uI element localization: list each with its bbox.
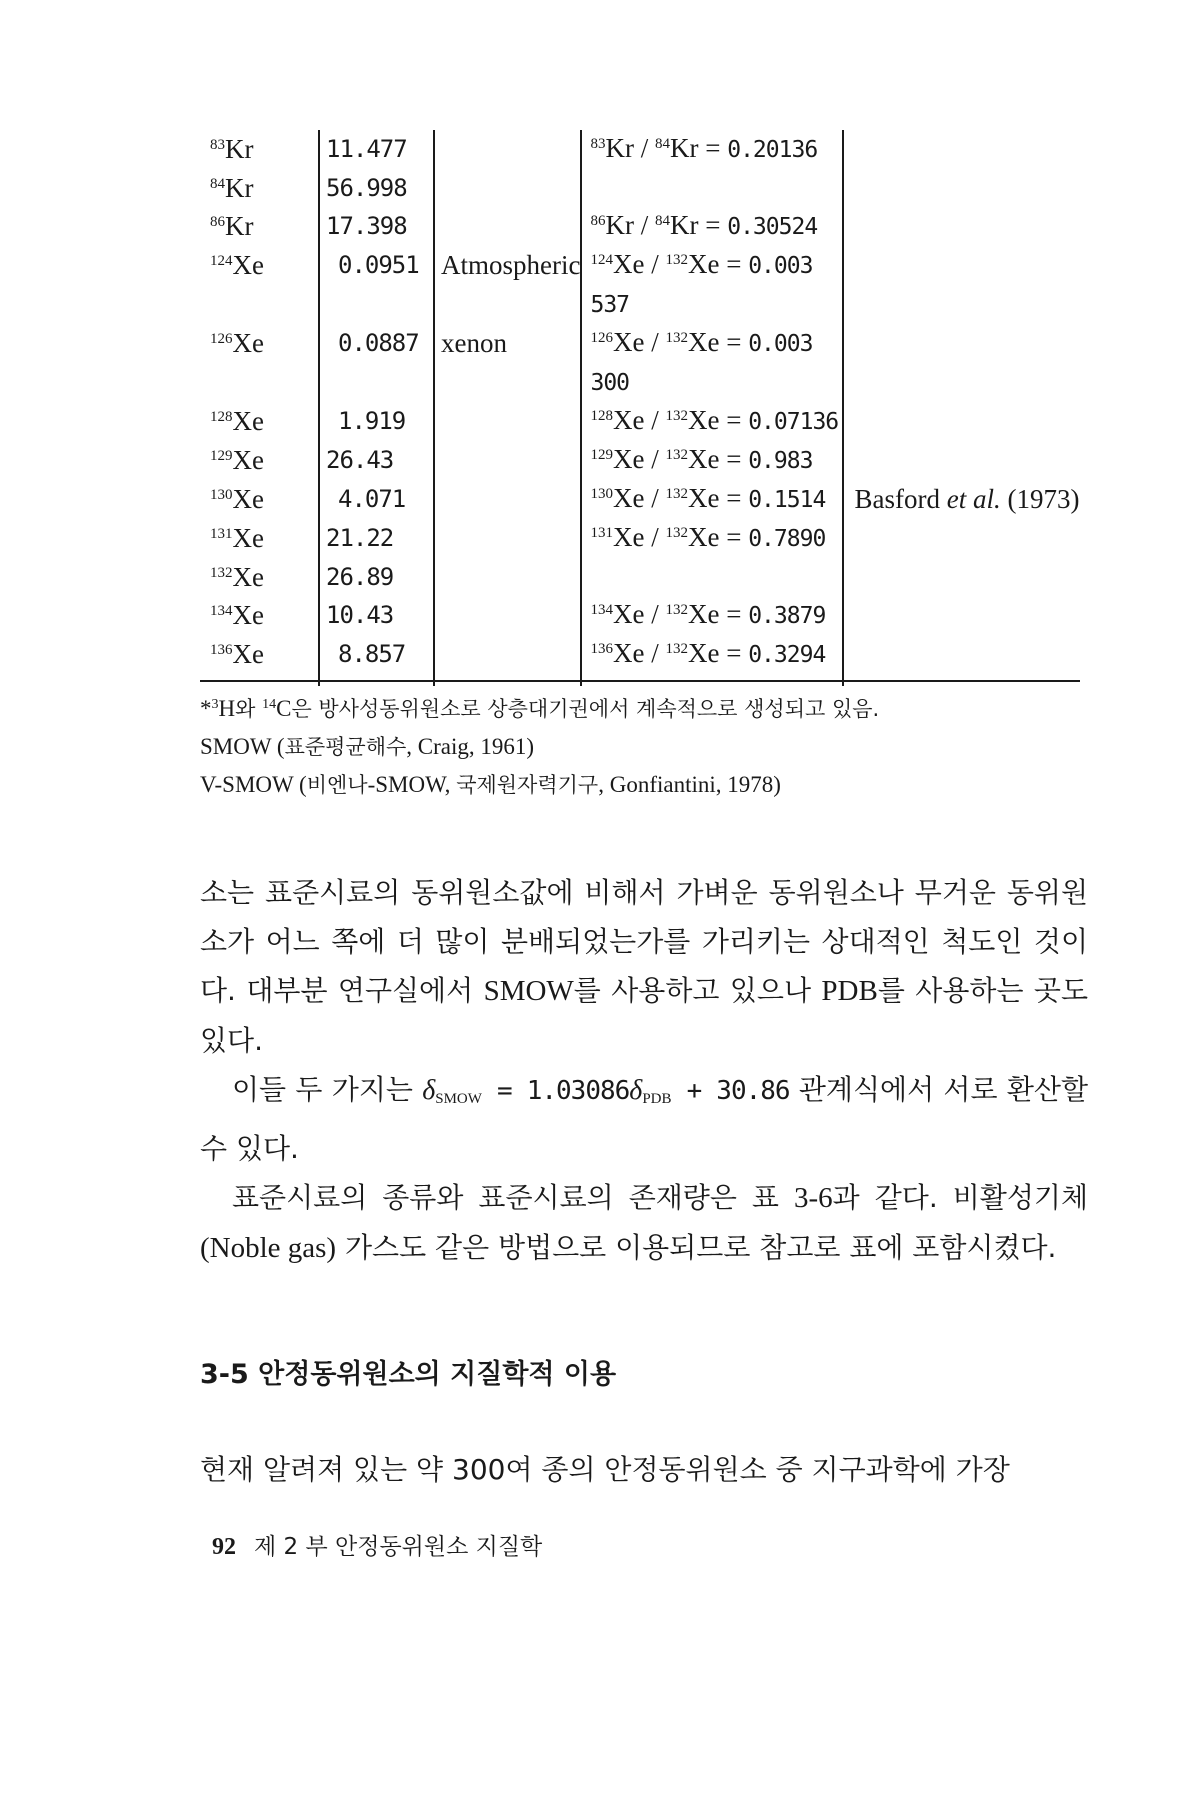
table-row — [200, 363, 1104, 402]
isotope-cell: $^{128}$Xe — [210, 406, 264, 436]
page-footer — [212, 1528, 542, 1561]
standard-cell — [434, 519, 581, 558]
isotope-cell: $^{136}$Xe — [210, 639, 264, 669]
footnote-vsmow: V-SMOW (비엔나-SMOW, 국제원자력기구, Gonfiantini, 1978) — [200, 772, 781, 797]
abundance-cell: 0.0887 — [319, 324, 434, 363]
table-row — [200, 207, 1104, 246]
abundance-cell — [319, 285, 434, 324]
paragraph-3: 표준시료의 종류와 표준시료의 존재량은 표 3-6과 같다. 비활성기체(Noble gas) 가스도 같은 방법으로 이용되므로 참고로 표에 포함시켰다. — [200, 1181, 1088, 1264]
ratio-cell — [581, 558, 843, 596]
standard-cell — [434, 596, 581, 635]
reference-cell: Basford et al. (1973) — [854, 484, 1080, 514]
abundance-cell: 17.398 — [319, 207, 434, 246]
standard-cell — [434, 207, 581, 246]
isotope-cell: $^{134}$Xe — [210, 600, 264, 630]
standard-cell — [434, 363, 581, 402]
abundance-cell: 26.89 — [319, 558, 434, 596]
abundance-cell: 8.857 — [319, 635, 434, 686]
standard-cell: xenon — [434, 324, 581, 363]
table-row — [200, 519, 1104, 558]
footnote-radioactive: *$^3$H와 $^{14}$C은 방사성동위원소로 상층대기권에서 계속적으로 생성되고 있음. — [200, 696, 880, 721]
ratio-cell: $^{83}$Kr / $^{84}$Kr = 0.20136 — [581, 130, 843, 169]
reference-cell — [843, 441, 1104, 480]
reference-cell — [843, 130, 1104, 169]
isotope-cell: $^{129}$Xe — [210, 445, 264, 475]
body-text — [200, 868, 1088, 1273]
paragraph-1: 소는 표준시료의 동위원소값에 비해서 가벼운 동위원소나 무거운 동위원소가 어느 쪽에 더 많이 분배되었는가를 가리키는 상대적인 척도인 것이다. 대부분 연구실에서 SMOW를 사용하고 있으나 PDB를 사용하는 곳도 있다. — [200, 876, 1088, 1057]
reference-cell — [843, 246, 1104, 285]
abundance-cell: 0.0951 — [319, 246, 434, 285]
table-row — [200, 558, 1104, 596]
isotope-cell — [200, 363, 319, 402]
isotope-cell: $^{130}$Xe — [210, 484, 264, 514]
abundance-cell: 10.43 — [319, 596, 434, 635]
standard-cell — [434, 635, 581, 686]
isotope-cell: $^{83}$Kr — [210, 134, 254, 164]
table-row — [200, 324, 1104, 363]
section-heading: 3-5 안정동위원소의 지질학적 이용 — [200, 1359, 617, 1390]
ratio-cell: $^{86}$Kr / $^{84}$Kr = 0.30524 — [581, 207, 843, 246]
ratio-cell: 300 — [581, 363, 843, 402]
page-number: 92 — [212, 1534, 236, 1560]
isotope-table — [200, 130, 1104, 686]
abundance-cell: 26.43 — [319, 441, 434, 480]
reference-cell — [843, 558, 1104, 596]
isotope-cell: $^{84}$Kr — [210, 172, 254, 203]
table-row — [200, 285, 1104, 324]
ratio-cell: $^{134}$Xe / $^{132}$Xe = 0.3879 — [581, 596, 843, 635]
reference-cell — [843, 402, 1104, 441]
isotope-cell: $^{124}$Xe — [210, 250, 264, 280]
ratio-cell: $^{129}$Xe / $^{132}$Xe = 0.983 — [581, 441, 843, 480]
part-title: 제 2 부 안정동위원소 지질학 — [254, 1534, 543, 1560]
table-row — [200, 596, 1104, 635]
standard-cell — [434, 480, 581, 519]
table-row — [200, 130, 1104, 169]
reference-cell — [843, 324, 1104, 363]
table-row — [200, 402, 1104, 441]
ratio-cell — [581, 169, 843, 207]
table-footnotes — [200, 690, 1100, 804]
isotope-cell: $^{132}$Xe — [210, 561, 264, 592]
abundance-cell: 21.22 — [319, 519, 434, 558]
reference-cell — [843, 519, 1104, 558]
table-row — [200, 246, 1104, 285]
ratio-cell: $^{124}$Xe / $^{132}$Xe = 0.003 — [581, 246, 843, 285]
table-row — [200, 635, 1104, 686]
reference-cell — [843, 635, 1104, 686]
ratio-cell: $^{126}$Xe / $^{132}$Xe = 0.003 — [581, 324, 843, 363]
reference-cell — [843, 207, 1104, 246]
ratio-cell: 537 — [581, 285, 843, 324]
abundance-cell — [319, 363, 434, 402]
reference-cell — [843, 596, 1104, 635]
standard-cell — [434, 558, 581, 596]
isotope-cell — [200, 285, 319, 324]
reference-cell — [843, 363, 1104, 402]
table-bottom-rule — [200, 680, 1080, 682]
ratio-cell: $^{136}$Xe / $^{132}$Xe = 0.3294 — [581, 635, 843, 686]
standard-cell — [434, 441, 581, 480]
abundance-cell: 56.998 — [319, 169, 434, 207]
reference-cell — [843, 169, 1104, 207]
standard-cell — [434, 130, 581, 169]
standard-cell — [434, 169, 581, 207]
abundance-cell: 4.071 — [319, 480, 434, 519]
isotope-cell: $^{86}$Kr — [210, 211, 254, 241]
isotope-cell: $^{126}$Xe — [210, 328, 264, 358]
paragraph-4: 현재 알려져 있는 약 300여 종의 안정동위원소 중 지구과학에 가장 — [200, 1453, 1010, 1486]
abundance-cell: 11.477 — [319, 130, 434, 169]
reference-cell — [843, 285, 1104, 324]
isotope-cell: $^{131}$Xe — [210, 523, 264, 553]
abundance-cell: 1.919 — [319, 402, 434, 441]
table-row — [200, 441, 1104, 480]
standard-cell — [434, 285, 581, 324]
standard-cell: Atmospheric — [434, 246, 581, 285]
ratio-cell: $^{128}$Xe / $^{132}$Xe = 0.07136 — [581, 402, 843, 441]
standard-cell — [434, 402, 581, 441]
footnote-smow: SMOW (표준평균해수, Craig, 1961) — [200, 734, 535, 759]
ratio-cell: $^{131}$Xe / $^{132}$Xe = 0.7890 — [581, 519, 843, 558]
table-row — [200, 480, 1104, 519]
table-row — [200, 169, 1104, 207]
paragraph-2: 이들 두 가지는 $\delta_{SMOW} = 1.03086\delta_{PDB} + 30.86$ 관계식에서 서로 환산할 수 있다. — [200, 1073, 1088, 1165]
ratio-cell: $^{130}$Xe / $^{132}$Xe = 0.1514 — [581, 480, 843, 519]
